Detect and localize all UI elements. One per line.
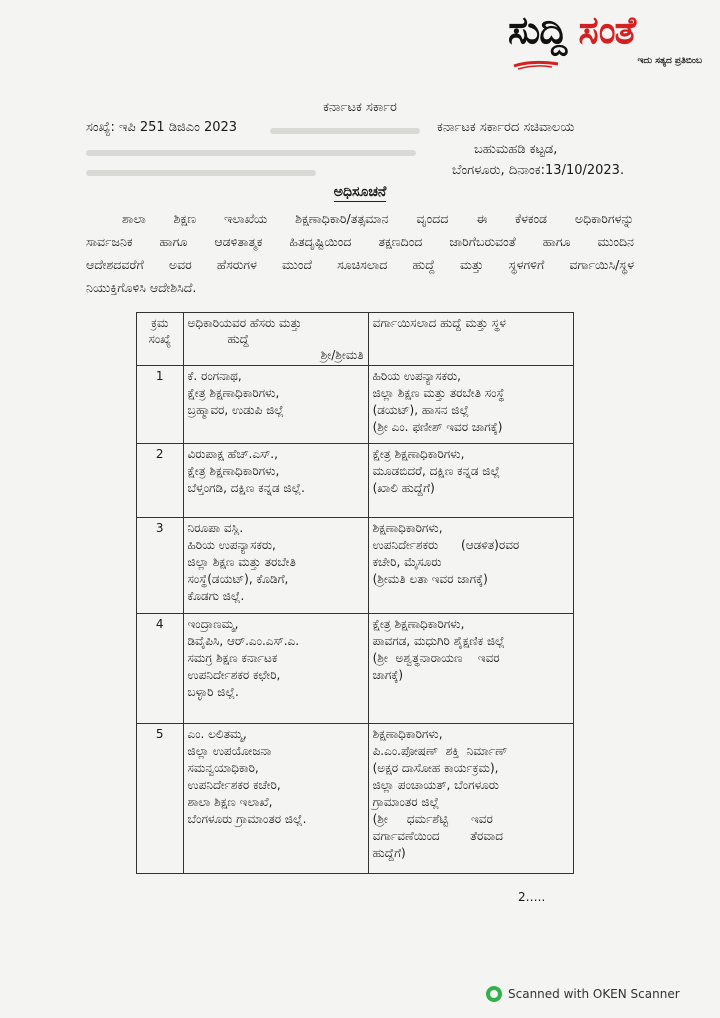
row-posting: ಶಿಕ್ಷಣಾಧಿಕಾರಿಗಳು, ಪಿ.ಎಂ.ಪೋಷಣ್ ಶಕ್ತಿ ನಿರ್ಮಾಣ್ (ಅಕ್ಷರ ದಾಸೋಹ ಕಾರ್ಯಕ್ರಮ), ಜಿಲ್ಲಾ ಪಂಚಾಯತ್, ಬೆಂಗಳೂರು ಗ್ರಾಮಾಂತರ ಜಿಲ್ಲೆ (ಶ್ರೀ ಧರ್ಮಶೆಟ್ಟಿ ಇವರ ವರ್ಗಾವಣೆಯಿಂದ ತೆರವಾದ ಹುದ್ದೆಗೆ) bbox=[368, 724, 573, 874]
row-officer: ಎಂ. ಲಲಿತಮ್ಮ, ಜಿಲ್ಲಾ ಉಪಯೋಜನಾ ಸಮನ್ವಯಾಧಿಕಾರಿ, ಉಪನಿರ್ದೇಶಕರ ಕಚೇರಿ, ಶಾಲಾ ಶಿಕ್ಷಣ ಇಲಾಖೆ, ಬೆಂಗಳೂರು ಗ್ರಾಮಾಂತರ ಜಿಲ್ಲೆ. bbox=[183, 724, 368, 874]
page-continuation: 2….. bbox=[518, 890, 546, 904]
bleed-through bbox=[86, 170, 316, 176]
scanner-logo-icon bbox=[486, 986, 502, 1002]
place-date: ಬೆಂಗಳೂರು, ದಿನಾಂಕ:13/10/2023. bbox=[452, 163, 625, 178]
order-number: ಸಂಖ್ಯೆ: ಇಪಿ 251 ಡಿಜಿಎಂ 2023 bbox=[86, 120, 238, 135]
secretariat-name: ಕರ್ನಾಟಕ ಸರ್ಕಾರದ ಸಚಿವಾಲಯ bbox=[437, 120, 575, 135]
row-posting: ಕ್ಷೇತ್ರ ಶಿಕ್ಷಣಾಧಿಕಾರಿಗಳು, ಪಾವಗಡ, ಮಧುಗಿರಿ ಶೈಕ್ಷಣಿಕ ಜಿಲ್ಲೆ (ಶ್ರೀ ಅಶ್ವತ್ಥನಾರಾಯಣ ಇವರ ಜಾಗಕ್ಕೆ) bbox=[368, 614, 573, 724]
row-posting: ಶಿಕ್ಷಣಾಧಿಕಾರಿಗಳು, ಉಪನಿರ್ದೇಶಕರು (ಆಡಳಿತ)ರವರ ಕಚೇರಿ, ಮೈಸೂರು (ಶ್ರೀಮತಿ ಲತಾ ಇವರ ಜಾಗಕ್ಕೆ) bbox=[368, 518, 573, 614]
body-line-3: ಆದೇಶದವರೆಗೆ ಅವರ ಹೆಸರುಗಳ ಮುಂದೆ ಸೂಚಿಸಲಾದ ಹುದ್ದೆ ಮತ್ತು ಸ್ಥಳಗಳಿಗೆ ವರ್ಗಾಯಿಸಿ/ಸ್ಥಳ bbox=[86, 257, 634, 272]
scanner-watermark bbox=[486, 986, 680, 1002]
row-serial: 2 bbox=[137, 444, 184, 518]
row-posting: ಕ್ಷೇತ್ರ ಶಿಕ್ಷಣಾಧಿಕಾರಿಗಳು, ಮೂಡಬಿದರೆ, ದಕ್ಷಿಣ ಕನ್ನಡ ಜಿಲ್ಲೆ (ಖಾಲಿ ಹುದ್ದೆಗೆ) bbox=[368, 444, 573, 518]
building-name: ಬಹುಮಹಡಿ ಕಟ್ಟಡ, bbox=[474, 142, 558, 157]
header-posting: ವರ್ಗಾಯಿಸಲಾದ ಹುದ್ದೆ ಮತ್ತು ಸ್ಥಳ bbox=[368, 313, 573, 366]
logo-word-1: ಸುದ್ದಿ bbox=[508, 8, 567, 52]
row-serial: 4 bbox=[137, 614, 184, 724]
logo-tagline: ಇದು ಸತ್ಯದ ಪ್ರತಿಬಿಂಬ bbox=[637, 56, 702, 66]
notification-title bbox=[0, 184, 720, 200]
bleed-through bbox=[270, 128, 420, 134]
transfer-table bbox=[136, 312, 574, 874]
logo-swoosh-icon bbox=[512, 58, 560, 70]
header-officer: ಅಧಿಕಾರಿಯವರ ಹೆಸರು ಮತ್ತು ಹುದ್ದೆ ಶ್ರೀ/ಶ್ರೀಮತಿ bbox=[183, 313, 368, 366]
logo-word-2: ಸಂತೆ bbox=[578, 8, 636, 52]
table-header-row bbox=[137, 313, 574, 366]
table-row bbox=[137, 518, 574, 614]
govt-name: ಕರ್ನಾಟಕ ಸರ್ಕಾರ bbox=[323, 100, 397, 115]
notification-title-text: ಅಧಿಸೂಚನೆ bbox=[333, 184, 387, 200]
row-officer: ಇಂದ್ರಾಣಮ್ಮ, ಡಿವೈಪಿಸಿ, ಆರ್.ಎಂ.ಎಸ್.ಎ. ಸಮಗ್ರ ಶಿಕ್ಷಣ ಕರ್ನಾಟಕ ಉಪನಿರ್ದೇಶಕರ ಕಛೇರಿ, ಬಳ್ಳಾರಿ ಜಿಲ್ಲೆ. bbox=[183, 614, 368, 724]
table-row bbox=[137, 444, 574, 518]
row-serial: 5 bbox=[137, 724, 184, 874]
table-row bbox=[137, 724, 574, 874]
scanner-text: Scanned with OKEN Scanner bbox=[508, 987, 680, 1001]
row-serial: 1 bbox=[137, 366, 184, 444]
brand-logo bbox=[508, 8, 708, 80]
row-serial: 3 bbox=[137, 518, 184, 614]
row-officer: ನಿರೂಪಾ ವಸ್ಲಿ. ಹಿರಿಯ ಉಪನ್ಯಾಸಕರು, ಜಿಲ್ಲಾ ಶಿಕ್ಷಣ ಮತ್ತು ತರಬೇತಿ ಸಂಸ್ಥೆ(ಡಯಟ್), ಕೊಡಿಗೆ, ಕೊಡಗು ಜಿಲ್ಲೆ. bbox=[183, 518, 368, 614]
body-line-1: ಶಾಲಾ ಶಿಕ್ಷಣ ಇಲಾಖೆಯ ಶಿಕ್ಷಣಾಧಿಕಾರಿ/ತತ್ಸಮಾನ ವೃಂದದ ಈ ಕೆಳಕಂಡ ಅಧಿಕಾರಿಗಳನ್ನು bbox=[122, 211, 634, 226]
row-officer: ವಿರುಪಾಕ್ಷ ಹೆಚ್.ಎಸ್., ಕ್ಷೇತ್ರ ಶಿಕ್ಷಣಾಧಿಕಾರಿಗಳು, ಬೆಳ್ತಂಗಡಿ, ದಕ್ಷಿಣ ಕನ್ನಡ ಜಿಲ್ಲೆ. bbox=[183, 444, 368, 518]
header-serial: ಕ್ರಮ ಸಂಖ್ಯೆ bbox=[137, 313, 184, 366]
row-posting: ಹಿರಿಯ ಉಪನ್ಯಾಸಕರು, ಜಿಲ್ಲಾ ಶಿಕ್ಷಣ ಮತ್ತು ತರಬೇತಿ ಸಂಸ್ಥೆ (ಡಯಟ್), ಹಾಸನ ಜಿಲ್ಲೆ (ಶ್ರೀ ಎಂ. ಫಣೀಶ್ ಇವರ ಜಾಗಕ್ಕೆ) bbox=[368, 366, 573, 444]
table-row bbox=[137, 614, 574, 724]
table-row bbox=[137, 366, 574, 444]
body-line-4: ನಿಯುಕ್ತಿಗೊಳಿಸಿ ಆದೇಶಿಸಿದೆ. bbox=[86, 280, 197, 295]
row-officer: ಕೆ. ರಂಗನಾಥ, ಕ್ಷೇತ್ರ ಶಿಕ್ಷಣಾಧಿಕಾರಿಗಳು, ಬ್ರಹ್ಮಾವರ, ಉಡುಪಿ ಜಿಲ್ಲೆ bbox=[183, 366, 368, 444]
bleed-through bbox=[86, 150, 416, 156]
body-line-2: ಸಾರ್ವಜನಿಕ ಹಾಗೂ ಆಡಳಿತಾತ್ಮಕ ಹಿತದೃಷ್ಟಿಯಿಂದ ತಕ್ಷಣದಿಂದ ಜಾರಿಗೆಬರುವಂತೆ ಹಾಗೂ ಮುಂದಿನ bbox=[86, 234, 634, 249]
